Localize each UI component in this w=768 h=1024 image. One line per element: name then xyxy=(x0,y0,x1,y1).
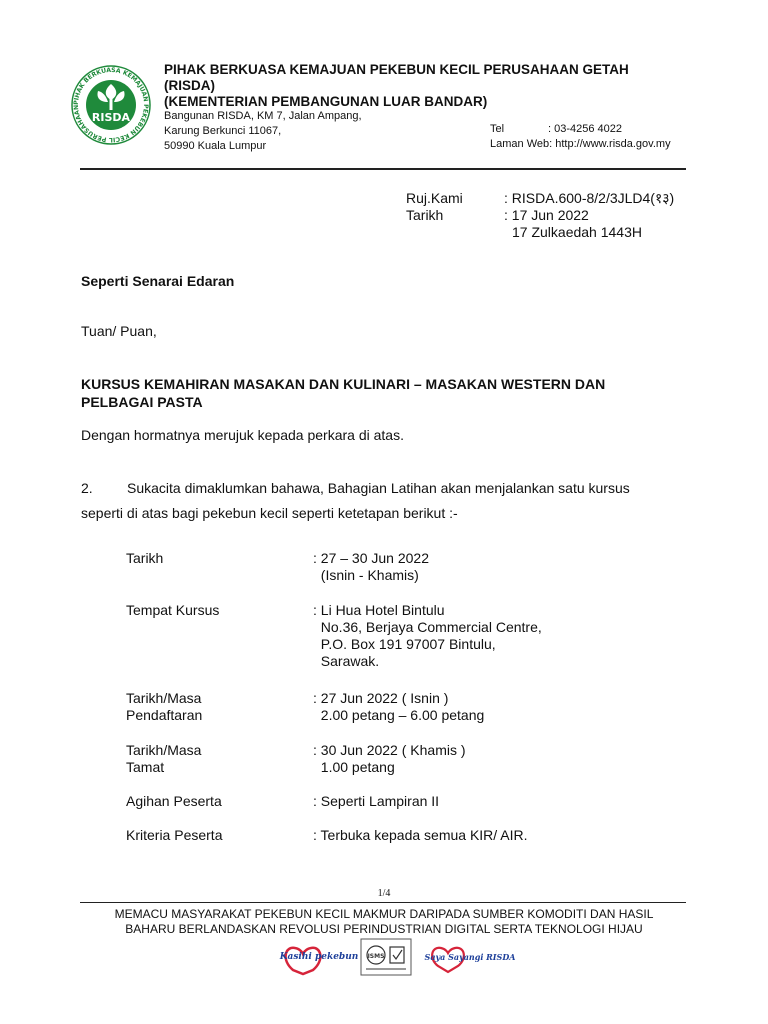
tarikh-hijri: 17 Zulkaedah 1443H xyxy=(512,224,642,240)
paragraph-1: Dengan hormatnya merujuk kepada perkara di atas. xyxy=(81,427,404,443)
address-line: Karung Berkunci 11067, xyxy=(164,125,282,137)
organization-name xyxy=(164,62,724,110)
detail-row xyxy=(126,690,686,724)
org-title-line: PIHAK BERKUASA KEMAJUAN PEKEBUN KECIL PERUSAHAAN GETAH xyxy=(164,62,629,77)
address-line: Bangunan RISDA, KM 7, Jalan Ampang, xyxy=(164,110,362,122)
badge-iso-text: ISMS xyxy=(367,953,385,960)
detail-row xyxy=(126,827,686,844)
ruj-value: : RISDA.600-8/2/3JLD4(१३) xyxy=(504,190,675,206)
paragraph-number: 2. xyxy=(81,480,93,496)
detail-key: Tamat xyxy=(126,759,165,775)
detail-row xyxy=(126,602,686,670)
web-label: Laman Web: xyxy=(490,138,553,150)
page-number: 1/4 xyxy=(377,888,391,899)
detail-row xyxy=(126,550,686,584)
address-line: 50990 Kuala Lumpur xyxy=(164,140,267,152)
tarikh-label: Tarikh xyxy=(406,207,444,223)
isms-certification-badge xyxy=(360,938,412,976)
paragraph-text: seperti di atas bagi pekebun kecil seperti ketetapan berikut :- xyxy=(81,505,458,521)
detail-value: (Isnin - Khamis) xyxy=(313,567,419,583)
detail-key: Tempat Kursus xyxy=(126,602,220,618)
badge-right-text: Saya Sayangi RISDA xyxy=(424,952,516,962)
logo-ring-text: PIHAK BERKUASA KEMAJUAN PEKEBUN KECIL PERUSAHAAN xyxy=(72,66,150,144)
detail-key: Kriteria Peserta xyxy=(126,827,223,843)
tel-label: Tel xyxy=(490,123,505,135)
org-address xyxy=(164,109,362,154)
tarikh-value: : 17 Jun 2022 xyxy=(504,207,589,223)
detail-row xyxy=(126,742,686,776)
web-link[interactable]: http://www.risda.gov.my xyxy=(555,138,671,150)
org-title-line: (KEMENTERIAN PEMBANGUNAN LUAR BANDAR) xyxy=(164,94,488,109)
salutation: Tuan/ Puan, xyxy=(81,323,157,339)
tel-row xyxy=(490,122,671,137)
footer-divider xyxy=(80,902,686,903)
detail-value: 2.00 petang – 6.00 petang xyxy=(313,707,485,723)
detail-value: : Terbuka kepada semua KIR/ AIR. xyxy=(313,827,528,843)
detail-key: Tarikh xyxy=(126,550,164,566)
detail-key: Agihan Peserta xyxy=(126,793,222,809)
recipient: Seperti Senarai Edaran xyxy=(81,273,235,289)
web-row xyxy=(490,137,671,152)
reference-block xyxy=(406,190,674,241)
motto-line: MEMACU MASYARAKAT PEKEBUN KECIL MAKMUR DARIPADA SUMBER KOMODITI DAN HASIL xyxy=(114,907,654,921)
detail-key: Pendaftaran xyxy=(126,707,203,723)
detail-value: : 30 Jun 2022 ( Khamis ) xyxy=(313,742,466,758)
footer-motto xyxy=(0,907,768,937)
course-details xyxy=(126,550,686,844)
risda-logo xyxy=(70,64,152,146)
detail-value: : 27 – 30 Jun 2022 xyxy=(313,550,429,566)
motto-line: BAHARU BERLANDASKAN REVOLUSI PERINDUSTRIAN DIGITAL SERTA TEKNOLOGI HIJAU xyxy=(125,922,643,936)
detail-value: No.36, Berjaya Commercial Centre, xyxy=(313,619,542,635)
detail-value: P.O. Box 191 97007 Bintulu, xyxy=(313,636,496,652)
saya-sayangi-risda-logo xyxy=(424,940,516,974)
header-divider xyxy=(80,168,686,170)
detail-value: 1.00 petang xyxy=(313,759,395,775)
detail-value: : 27 Jun 2022 ( Isnin ) xyxy=(313,690,449,706)
tel-value: : 03-4256 4022 xyxy=(548,123,623,135)
paragraph-2 xyxy=(81,476,693,526)
detail-value: : Li Hua Hotel Bintulu xyxy=(313,602,445,618)
subject xyxy=(81,375,701,411)
kasihi-pekebun-logo xyxy=(279,940,359,974)
logo-text: RISDA xyxy=(91,111,131,124)
org-title-line: (RISDA) xyxy=(164,78,215,93)
org-contact xyxy=(490,122,671,152)
detail-value: Sarawak. xyxy=(313,653,380,669)
detail-key: Tarikh/Masa xyxy=(126,690,202,706)
detail-value: : Seperti Lampiran II xyxy=(313,793,440,809)
subject-line: KURSUS KEMAHIRAN MASAKAN DAN KULINARI – MASAKAN WESTERN DAN xyxy=(81,376,606,392)
ruj-label: Ruj.Kami xyxy=(406,190,463,206)
badge-left-text: Kasihi pekebun xyxy=(279,952,359,962)
detail-row xyxy=(126,793,686,810)
subject-line: PELBAGAI PASTA xyxy=(81,394,203,410)
detail-key: Tarikh/Masa xyxy=(126,742,202,758)
paragraph-text: Sukacita dimaklumkan bahawa, Bahagian Latihan akan menjalankan satu kursus xyxy=(127,480,630,496)
